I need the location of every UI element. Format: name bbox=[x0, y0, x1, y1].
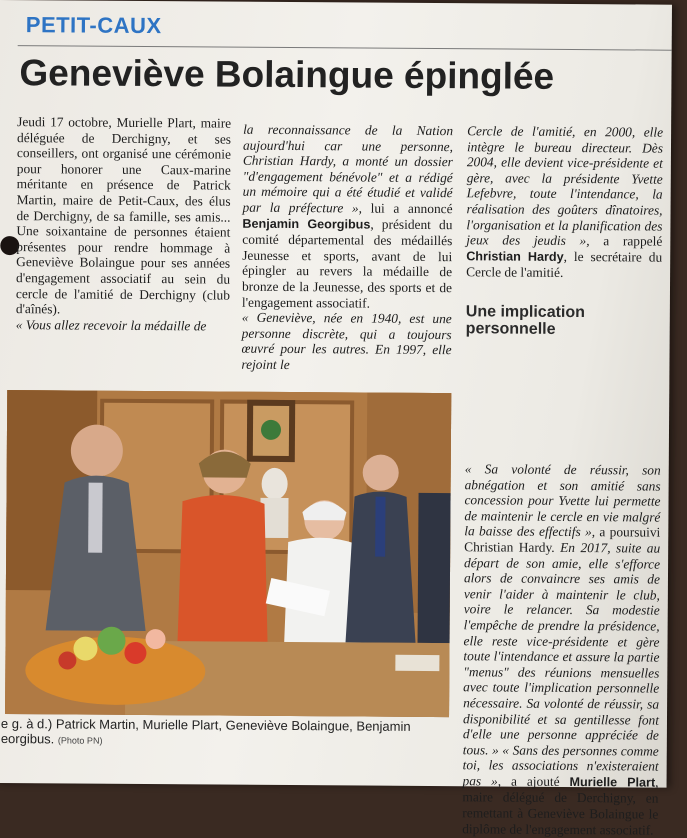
quote-paragraph: « Sa volonté de réussir, son abnégation et son amitié sans concession pour Yvette lui permette de maintenir le cercle en vie malgré la baisse des effectifs », bbox=[464, 461, 661, 540]
ceremony-photo bbox=[5, 390, 451, 717]
person-name: Benjamin Georgibus bbox=[242, 216, 371, 232]
attribution-text: lui a annoncé bbox=[361, 200, 453, 217]
person-name: Christian Hardy bbox=[466, 249, 564, 264]
section-label: PETIT-CAUX bbox=[25, 12, 162, 39]
quote-paragraph: « Geneviève, née en 1940, est une personne discrète, qui a toujours œuvré pour les autres. En 1997, elle rejoint le bbox=[241, 309, 452, 372]
quote-continued: la reconnaissance de la Nation aujourd'hui car une personne, Christian Hardy, a monté un dossier "d'engagement bénévole" et a rédigé un mémoire qui a été étudié et validé par la préfecture », bbox=[242, 121, 454, 216]
photo-illustration bbox=[5, 390, 451, 717]
attribution-text: a ajouté bbox=[501, 773, 570, 789]
attribution-rest: , le secrétaire du Cercle de l'amitié. bbox=[466, 248, 663, 281]
article-headline: Geneviève Bolaingue épinglée bbox=[19, 52, 555, 97]
attribution-text: a poursuivi Christian Hardy. bbox=[464, 524, 661, 555]
article-column-3 bbox=[466, 123, 663, 281]
intro-paragraph: Jeudi 17 octobre, Murielle Plart, maire déléguée de Derchigny, et ses conseillers, ont organisé une cérémonie pour honorer une Caux-marine méritante en présence de Patrick Martin, maire de Petit-Caux, des élus de Derchigny, de sa famille, ses amis... Une soixantaine de personnes étaient présentes pour rendre hommage à Geneviève Bolaingue pour ses années d'engagement associatif au sein du cercle de l'amitié de Derchigny (club d'aînés). bbox=[15, 114, 232, 317]
attribution-rest: , maire délégué de Derchigny, en remettant à Geneviève Bolaingue le diplôme de l'engagement associatif. bbox=[462, 774, 659, 838]
person-name: Murielle Plart bbox=[569, 774, 656, 790]
article-column-3-continued bbox=[462, 461, 661, 838]
quote-continued: Cercle de l'amitié, en 2000, elle intègre le bureau directeur. Dès 2004, elle devient vice-présidente et gère, avec la présidente Yvette Lefebvre, toute l'intendance, la réalisation des goûters dînatoires, l'organisation et la planification des jeux des jeudis », bbox=[466, 123, 664, 249]
article-column-1 bbox=[16, 114, 232, 334]
section-divider bbox=[18, 45, 672, 51]
quote-start: « Vous allez recevoir la médaille de bbox=[15, 316, 207, 334]
article-subheading: Une implication personnelle bbox=[465, 303, 586, 338]
caption-line-2: eorgibus. bbox=[0, 731, 55, 747]
attribution-text: a rappelé bbox=[589, 233, 663, 249]
quote-paragraph: En 2017, suite au départ de son amie, elle s'efforce alors de convaincre ses amis de venir l'aider à maintenir le club, voire le relancer. Sa modestie l'empêche de prendre la présidence, elle reste vice-présidente et gère toute l'intendance et assure la partie "menus" des réunions mensuelles avec toute l'implication personnelle nécessaire. Sa volonté de réussir, sa disponibilité et sa gentillesse font d'elle une personne appréciée de tous. » « Sans des personnes comme toi, les associations n'existeraient pas », bbox=[462, 539, 661, 789]
photo-caption bbox=[1, 716, 453, 751]
photo-credit: (Photo PN) bbox=[57, 735, 103, 746]
caption-line-1: e g. à d.) Patrick Martin, Murielle Plart, Geneviève Bolaingue, Benjamin bbox=[0, 716, 411, 734]
attribution-rest: , président du comité départemental des médaillés Jeunesse et sports, avant de lui épingler au revers la médaille de bronze de la Jeunesse, des sports et de l'engagement associatif. bbox=[241, 216, 453, 311]
article-column-2 bbox=[241, 122, 453, 374]
